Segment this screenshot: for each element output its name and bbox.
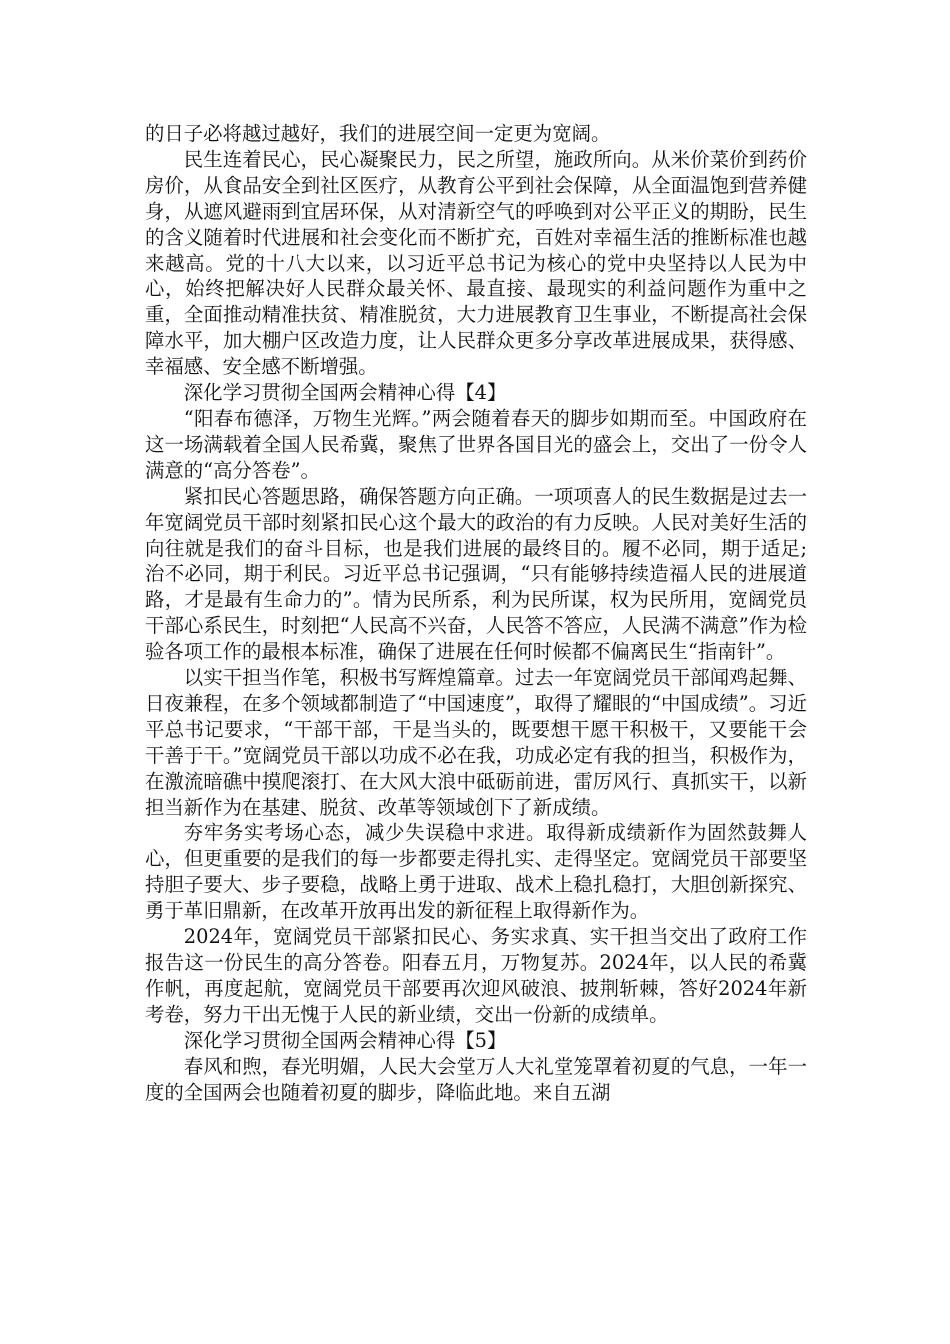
paragraph-people-heart: 紧扣民心答题思路，确保答题方向正确。一项项喜人的民生数据是过去一年宽阔党员干部时刻紧扣民心这个最大的政治的有力反映。人民对美好生活的向往就是我们的奋斗目标，也是我们进展的最终目的。履不必同，期于适足;治不必同，期于利民。习近平总书记强调，“只有能够持续造福人民的进展道路，才是最有生命力的”。情为民所系，利为民所谋，权为民所用，宽阔党员干部心系民生，时刻把“人民高不兴奋，人民答不答应，人民满不满意”作为检验各项工作的最根本标准，确保了进展在任何时候都不偏离民生“指南针”。	[145, 484, 807, 664]
section-heading-4: 深化学习贯彻全国两会精神心得【4】	[183, 381, 507, 405]
paragraph-spring-breeze: 春风和煦，春光明媚，人民大会堂万人大礼堂笼罩着初夏的气息，一年一度的全国两会也随着初夏的脚步，降临此地。来自五湖	[145, 1054, 807, 1104]
paragraph-continuation: 的日子必将越过越好，我们的进展空间一定更为宽阔。	[145, 122, 611, 145]
section-heading-5: 深化学习贯彻全国两会精神心得【5】	[183, 1028, 507, 1052]
document-page	[145, 121, 807, 1105]
paragraph-livelihood: 民生连着民心，民心凝聚民力，民之所望，施政所向。从米价菜价到药价房价，从食品安全到社区医疗，从教育公平到社会保障，从全面温饱到营养健身，从遮风避雨到宜居环保，从对清新空气的呼唤到对公平正义的期盼，民生的含义随着时代进展和社会变化而不断扩充，百姓对幸福生活的推断标准也越来越高。党的十八大以来，以习近平总书记为核心的党中央坚持以人民为中心，始终把解决好人民群众最关怀、最直接、最现实的利益问题作为重中之重，全面推动精准扶贫、精准脱贫，大力进展教育卫生事业，不断提高社会保障水平，加大棚户区改造力度，让人民群众更多分享改革进展成果，获得感、幸福感、安全感不断增强。	[145, 147, 807, 379]
paragraph-year-summary: 2024年，宽阔党员干部紧扣民心、务实求真、实干担当交出了政府工作报告这一份民生的高分答卷。阳春五月，万物复苏。2024年，以人民的希冀作帆，再度起航，宽阔党员干部要再次迎风破浪、披荆斩棘，答好2024年新考卷，努力干出无愧于人民的新业绩，交出一份新的成绩单。	[145, 925, 807, 1026]
paragraph-spring-intro: “阳春布德泽，万物生光辉。”两会随着春天的脚步如期而至。中国政府在这一场满载着全国人民希冀，聚焦了世界各国目光的盛会上，交出了一份令人满意的“高分答卷”。	[145, 406, 807, 482]
paragraph-pragmatic: 夯牢务实考场心态，减少失误稳中求进。取得新成绩新作为固然鼓舞人心，但更重要的是我们的每一步都要走得扎实、走得坚定。宽阔党员干部要坚持胆子要大、步子要稳，战略上勇于进取、战术上稳扎稳打，大胆创新探究、勇于革旧鼎新，在改革开放再出发的新征程上取得新作为。	[145, 821, 807, 923]
paragraph-hard-work: 以实干担当作笔，积极书写辉煌篇章。过去一年宽阔党员干部闻鸡起舞、日夜兼程，在多个领域都制造了“中国速度”，取得了耀眼的“中国成绩”。习近平总书记要求，“干部干部，干是当头的，既要想干愿干积极干，又要能干会干善于干。”宽阔党员干部以功成不必在我，功成必定有我的担当，积极作为，在激流暗礁中摸爬滚打、在大风大浪中砥砺前进，雷厉风行、真抓实干，以新担当新作为在基建、脱贫、改革等领域创下了新成绩。	[145, 666, 807, 819]
